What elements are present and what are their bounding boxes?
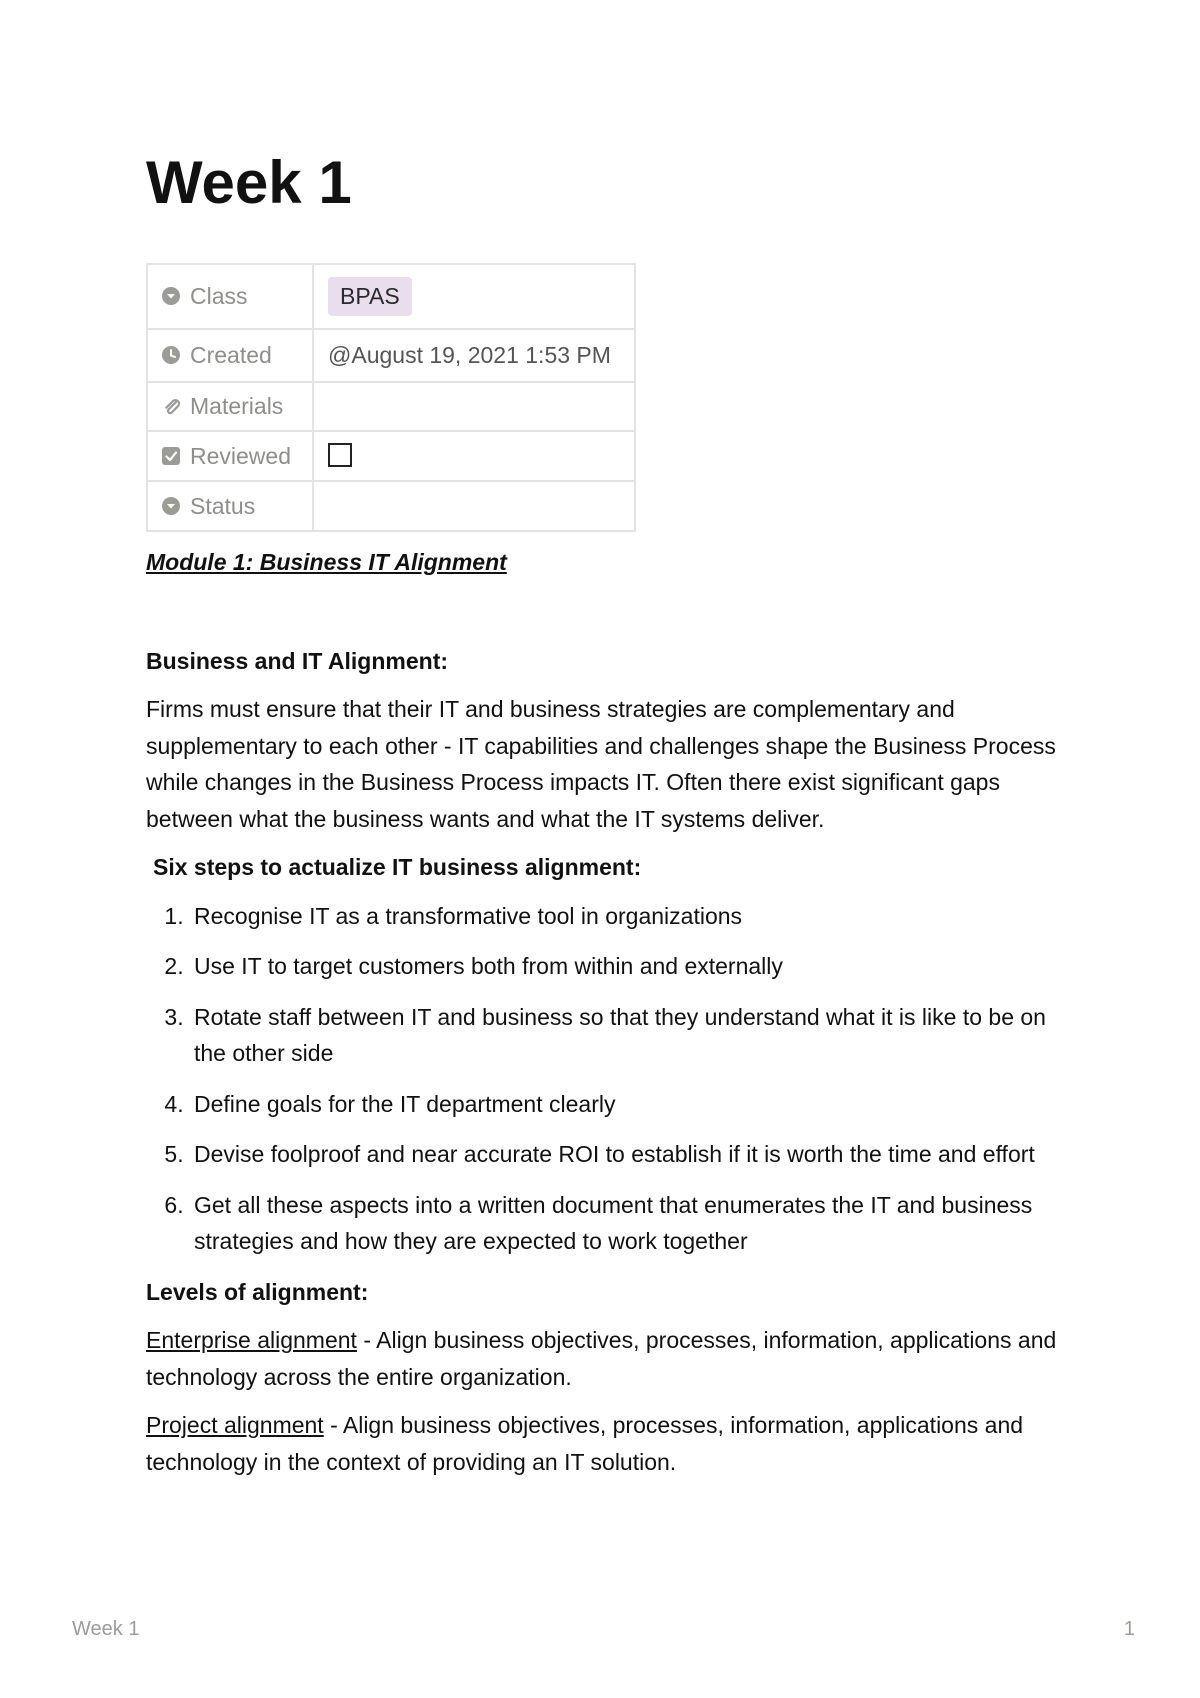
property-key [147,481,313,531]
property-key [147,329,313,382]
property-row-reviewed [147,431,635,481]
term-project-alignment: Project alignment [146,1412,324,1438]
list-item: 4. Define goals for the IT department clearly [190,1086,1076,1123]
property-label: Reviewed [190,442,291,469]
property-value[interactable] [313,329,635,382]
property-label: Materials [190,393,284,419]
term-description: - Align business objectives, processes, information, applications and technology in the context of providing an IT solution. [146,1412,1024,1475]
property-key [147,264,313,329]
page-number: 1 [1123,1618,1135,1640]
footer-title: Week 1 [72,1618,140,1640]
property-label: Class [190,283,248,309]
properties-table [146,263,636,532]
term-enterprise-alignment: Enterprise alignment [146,1327,357,1353]
property-value[interactable] [313,264,635,329]
property-value[interactable] [313,481,635,531]
steps-heading: Six steps to actualize IT business alignment: [153,854,642,880]
paragraph [146,1407,1076,1480]
property-row-materials [147,382,635,431]
property-value [313,431,635,481]
attachment-icon [162,397,180,415]
clock-icon [162,346,180,364]
list-item: 2. Use IT to target customers both from within and externally [190,948,1076,985]
property-value[interactable] [313,382,635,431]
select-icon [162,497,180,515]
term-description: - Align business objectives, processes, information, applications and technology across the entire organization. [146,1327,1057,1390]
levels-heading: Levels of alignment: [146,1278,369,1305]
steps-list [146,898,1076,1260]
reviewed-checkbox[interactable] [328,443,352,467]
property-label: Created [190,342,272,368]
list-item: 3. Rotate staff between IT and business so that they understand what it is like to be on the other side [190,999,1076,1072]
module-heading: Module 1: Business IT Alignment [146,549,507,575]
list-item: 1. Recognise IT as a transformative tool in organizations [190,898,1076,935]
paragraph: Firms must ensure that their IT and business strategies are complementary and supplementary to each other - IT capabilities and challenges shape the Business Process while changes in the Business Process impacts IT. Often there exist significant gaps between what the business wants and what the IT systems deliver. [146,696,1056,832]
property-row-created [147,329,635,382]
created-date: @August 19, 2021 1:53 PM [328,342,611,368]
list-item: 6. Get all these aspects into a written document that enumerates the IT and business strategies and how they are expected to work together [190,1187,1076,1260]
checkbox-icon [162,447,180,465]
page-title: Week 1 [146,149,352,216]
property-key [147,382,313,431]
property-label: Status [190,492,256,519]
class-tag[interactable]: BPAS [328,277,412,316]
paragraph [146,1322,1076,1395]
page-content [146,544,1076,1492]
property-row-status [147,481,635,531]
select-icon [162,287,180,305]
section-heading: Business and IT Alignment: [146,647,449,674]
property-key [147,431,313,481]
list-item: 5. Devise foolproof and near accurate ROI to establish if it is worth the time and effort [190,1136,1076,1173]
property-row-class [147,264,635,329]
